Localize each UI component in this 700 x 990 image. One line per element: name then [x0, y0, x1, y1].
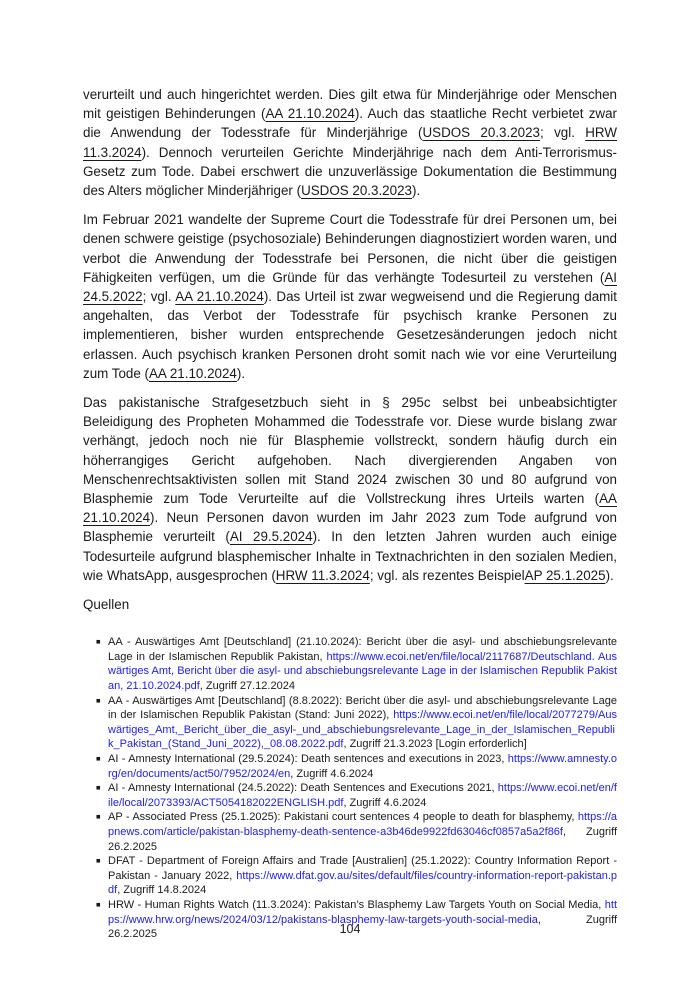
source-url-link[interactable]: https://www.dfat.gov.au/sites/default/files/country-information-report-pakistan.pdf: [108, 869, 617, 897]
paragraph-text: ). Dennoch verurteilen Gerichte Minderjährige nach dem Anti-Terrorismus-Gesetz zum Tode. Dabei erschwert die unzuverlässige Dokumentation die Bestimmung des Alters möglicher Minderjähriger (: [83, 144, 617, 199]
bullet-square-icon: ■: [96, 856, 101, 866]
citation-ref[interactable]: AA 21.10.2024: [83, 491, 617, 526]
source-citation: AI - Amnesty International (29.5.2024): Death sentences and executions in 2023,: [108, 753, 508, 766]
source-access-date: , Zugriff 4.6.2024: [343, 796, 427, 809]
source-url-link[interactable]: https://www.amnesty.org/en/documents/act50/7952/2024/en: [108, 753, 617, 780]
source-item: [96, 854, 617, 898]
source-item: [96, 752, 617, 781]
source-access-date: , Zugriff 14.8.2024: [117, 884, 207, 897]
source-access-date: , Zugriff 26.2.2025: [108, 913, 617, 941]
source-access-date: , Zugriff 27.12.2024: [199, 680, 295, 693]
source-item: [96, 810, 617, 854]
paragraph-text: ; vgl. als rezentes Beispiel: [369, 567, 525, 583]
citation-ref[interactable]: AA 21.10.2024: [175, 289, 264, 305]
source-text: [108, 752, 617, 781]
source-citation: AA - Auswärtiges Amt [Deutschland] (8.8.2022): Bericht über die asyl- und abschiebungsrelevante Lage in der Islamischen Republik Pakistan (Stand: Juni 2022),: [108, 694, 617, 722]
bullet-square-icon: ■: [96, 899, 101, 909]
bullet-square-icon: ■: [96, 754, 101, 764]
source-item: [96, 635, 617, 693]
citation-ref[interactable]: AA 21.10.2024: [149, 365, 237, 381]
bullet-square-icon: ■: [96, 783, 101, 793]
citation-ref[interactable]: AI 29.5.2024: [229, 529, 313, 545]
source-item: [96, 781, 617, 810]
paragraph-text: ). Das Urteil ist zwar wegweisend und die Regierung damit angehalten, das Verbot der Todesstrafe für psychisch kranke Personen zu implementieren, bisher wurden entsprechende Gesetzesänderungen jedoch nicht erlassen. Auch psychisch kranken Personen droht somit nach wie vor eine Verurteilung zum Tode (: [83, 289, 617, 381]
paragraph-text: ). In den letzten Jahren wurden auch einige Todesurteile aufgrund blasphemischer Inhalte in Textnachrichten in den sozialen Medien, wie WhatsApp, ausgesprochen (: [83, 529, 617, 583]
source-citation: AP - Associated Press (25.1.2025): Pakistani court sentences 4 people to death for blasphemy,: [108, 811, 578, 824]
source-citation: AA - Auswärtiges Amt [Deutschland] (21.10.2024): Bericht über die asyl- und abschiebungsrelevante Lage in der Islamischen Republik Pakistan,: [108, 636, 617, 663]
source-citation: DFAT - Department of Foreign Affairs and Trade [Australien] (25.1.2022): Country Information Report - Pakistan - January 2022,: [108, 855, 617, 882]
citation-ref[interactable]: USDOS 20.3.2023: [301, 183, 412, 199]
source-citation: AI - Amnesty International (24.5.2022): Death Sentences and Executions 2021,: [108, 782, 498, 795]
bullet-square-icon: ■: [96, 637, 101, 647]
source-url-link[interactable]: https://www.ecoi.net/en/file/local/2117687/Deutschland. Auswärtiges Amt, Bericht über die asyl- und abschiebungsrelevante Lage in der Islamischen Republik Pakistan, 21.10.2024.pdf: [108, 650, 617, 693]
citation-ref[interactable]: AP 25.1.2025: [524, 567, 606, 583]
paragraph-text: ).: [411, 183, 421, 199]
sources-list: [83, 635, 617, 941]
source-access-date: , Zugriff 26.2.2025: [108, 826, 617, 853]
citation-ref[interactable]: AI 24.5.2022: [83, 269, 617, 305]
source-item: [96, 694, 617, 752]
source-url-link[interactable]: https://apnews.com/article/pakistan-blasphemy-death-sentence-a3b46de9922fd63046cf0857a5a2f86f: [108, 811, 617, 838]
citation-ref[interactable]: USDOS 20.3.2023: [422, 125, 541, 141]
source-text: [108, 810, 617, 854]
paragraph-text: ).: [236, 365, 246, 381]
source-text: [108, 781, 617, 810]
source-url-link[interactable]: https://www.ecoi.net/en/file/local/2077279/Auswärtiges_Amt,_Bericht_über_die_asyl-_und_abschiebungsrelevante_Lage_in_der_Islamischen_Republik_Pakistan_(Stand_Juni_2022),_08.08.2022.pdf: [108, 709, 617, 751]
body-paragraph-2: [83, 210, 617, 383]
paragraph-text: ). Auch das staatliche Recht verbietet zwar die Anwendung der Todesstrafe für Minderjährige (: [83, 106, 617, 141]
source-access-date: , Zugriff 21.3.2023 [Login erforderlich]: [343, 738, 527, 751]
page-number: 104: [339, 922, 361, 936]
body-paragraph-1: [83, 85, 617, 200]
citation-ref[interactable]: AA 21.10.2024: [265, 106, 355, 122]
bullet-square-icon: ■: [96, 812, 101, 822]
bullet-square-icon: ■: [96, 695, 101, 705]
paragraph-text: Das pakistanische Strafgesetzbuch sieht in § 295c selbst bei unbeabsichtigter Beleidigung des Propheten Mohammed die Todesstrafe vor. Diese wurde bislang zwar verhängt, jedoch noch nie für Blasphemie vollstreckt, sondern häufig durch ein höherrangiges Gericht aufgehoben. Nach divergierenden Angaben von Menschenrechtsaktivisten sollen mit Stand 2024 zwischen 30 und 80 aufgrund von Blasphemie zum Tode Verurteilte auf die Vollstreckung ihres Urteils warten (: [83, 395, 617, 507]
source-access-date: , Zugriff 4.6.2024: [290, 767, 374, 780]
citation-ref[interactable]: HRW 11.3.2024: [275, 567, 370, 583]
source-url-link[interactable]: https://www.hrw.org/news/2024/03/12/pakistans-blasphemy-law-targets-youth-social-media: [108, 898, 617, 926]
paragraph-text: Im Februar 2021 wandelte der Supreme Court die Todesstrafe für drei Personen um, bei denen schwere geistige (psychosoziale) Behinderungen diagnostiziert worden waren, und verbot die Anwendung der Todesstrafe bei Personen, die nicht über die geistigen Fähigkeiten verfügen, um die Gründe für das verhängte Todesurteil zu verstehen (: [83, 212, 617, 285]
paragraph-text: ). Neun Personen davon wurden im Jahr 2023 zum Tode aufgrund von Blasphemie verurteilt (: [83, 510, 617, 545]
source-citation: HRW - Human Rights Watch (11.3.2024): Pakistan’s Blasphemy Law Targets Youth on Social Media,: [108, 898, 605, 911]
paragraph-text: ; vgl.: [540, 125, 586, 141]
paragraph-text: ; vgl.: [142, 289, 176, 305]
source-text: [108, 854, 617, 898]
citation-ref[interactable]: HRW 11.3.2024: [83, 125, 618, 160]
page-content: [83, 85, 617, 942]
source-url-link[interactable]: https://www.ecoi.net/en/file/local/2073393/ACT5054182022ENGLISH.pdf: [108, 782, 617, 809]
paragraph-text: ).: [605, 567, 614, 583]
body-paragraph-3: [83, 393, 617, 585]
sources-heading: Quellen: [83, 597, 130, 613]
paragraph-text: verurteilt und auch hingerichtet werden. Dies gilt etwa für Minderjährige oder Menschen mit geistigen Behinderungen (: [83, 87, 617, 122]
source-text: [108, 635, 617, 693]
source-text: [108, 694, 617, 752]
